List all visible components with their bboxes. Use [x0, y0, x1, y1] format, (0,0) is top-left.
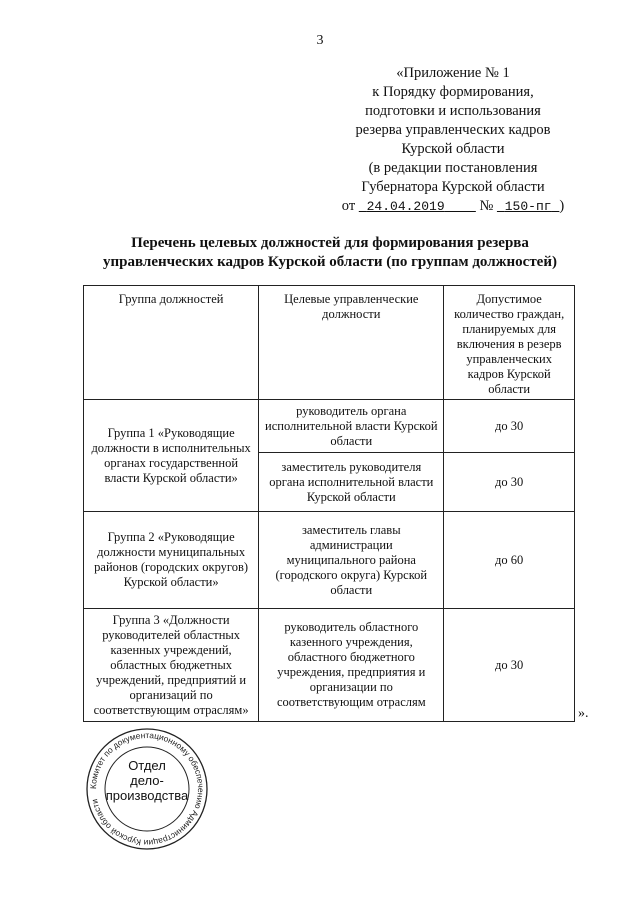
stamp-line: Отдел — [128, 758, 166, 773]
stamp-line: дело- — [130, 773, 164, 788]
page-number: 3 — [316, 33, 324, 48]
appendix-line: подготовки и использования — [365, 103, 541, 119]
resolution-date-line — [338, 197, 568, 216]
appendix-line: «Приложение № 1 — [396, 65, 510, 81]
appendix-line: к Порядку формирования, — [372, 84, 534, 100]
position-cell: заместитель руководителя органа исполнительной власти Курской области — [259, 453, 444, 512]
appendix-line: Курской области — [401, 141, 505, 157]
appendix-header — [338, 64, 568, 216]
group-name-cell: Группа 3 «Должности руководителей областных казенных учреждений, областных бюджетных учреждений, предприятий и организаций по соответствующим отраслям» — [84, 609, 259, 722]
group-name-cell: Группа 1 «Руководящие должности в исполнительных органах государственной власти Курской области» — [84, 400, 259, 512]
header-count: Допустимое количество граждан, планируемых для включения в резерв управленческих кадров Курской области — [444, 286, 575, 400]
position-cell: руководитель областного казенного учреждения, областного бюджетного учреждения, предприятия и организации по соответствующим отраслям — [259, 609, 444, 722]
appendix-line: резерва управленческих кадров — [355, 122, 551, 138]
from-label: от — [341, 198, 356, 214]
close-paren: ) — [559, 198, 565, 214]
title-line-1: Перечень целевых должностей для формирования резерва — [131, 235, 529, 251]
reserve-positions-table — [83, 285, 575, 722]
document-title — [60, 234, 600, 272]
count-cell: до 30 — [444, 453, 575, 512]
count-cell: до 60 — [444, 512, 575, 609]
group-name-cell: Группа 2 «Руководящие должности муниципальных районов (городских округов) Курской области» — [84, 512, 259, 609]
count-cell: до 30 — [444, 609, 575, 722]
stamp-line: производства — [105, 788, 189, 803]
position-cell: заместитель главы администрации муниципального района (городского округа) Курской области — [259, 512, 444, 609]
number-label: № — [479, 198, 494, 214]
position-cell: руководитель органа исполнительной власти Курской области — [259, 400, 444, 453]
table-row — [84, 400, 575, 453]
closing-quote: ». — [578, 706, 589, 721]
title-line-2: управленческих кадров Курской области (по группам должностей) — [103, 254, 557, 270]
stamp-center-text — [84, 758, 210, 803]
header-group: Группа должностей — [84, 286, 259, 400]
count-cell: до 30 — [444, 400, 575, 453]
header-positions: Целевые управленческие должности — [259, 286, 444, 400]
resolution-number: 150-пг — [504, 199, 552, 214]
table-row — [84, 609, 575, 722]
table-row — [84, 512, 575, 609]
table-header-row — [84, 286, 575, 400]
stamp-ring-text: Комитет по документационному обеспечению Администрации Курской области — [87, 729, 207, 849]
resolution-date: 24.04.2019 — [366, 199, 445, 214]
appendix-line: (в редакции постановления — [368, 160, 538, 176]
appendix-line: Губернатора Курской области — [361, 179, 545, 195]
